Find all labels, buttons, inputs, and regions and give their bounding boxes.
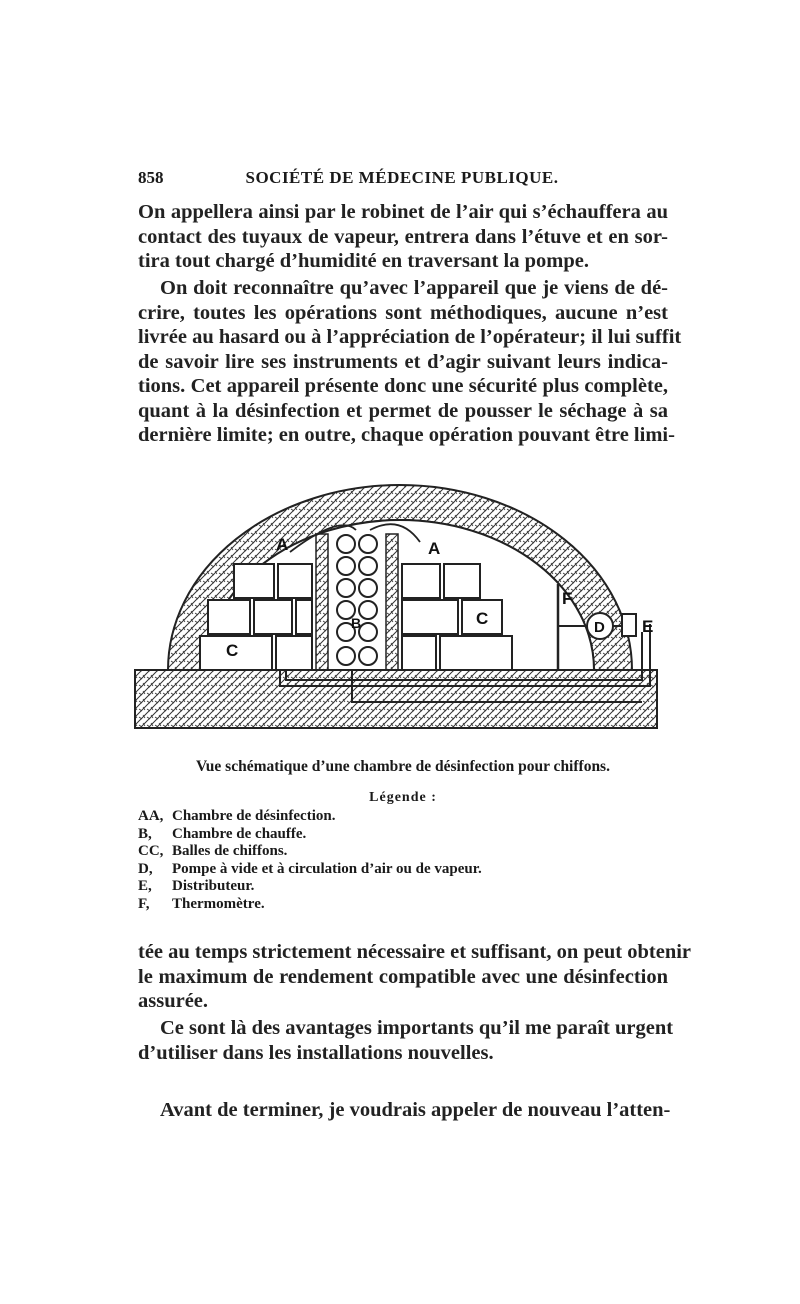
text-line: Ce sont là des avantages importants qu’il me paraît urgent [160, 1017, 674, 1039]
label-e: E [642, 617, 654, 636]
text-line: de savoir lire ses instruments et d’agir suivant leurs indica- [138, 350, 668, 373]
paragraph-4 [138, 1016, 674, 1065]
legend-key: AA, [138, 808, 164, 824]
label-f: F [562, 589, 573, 608]
text-line: d’utiliser dans les installations nouvelles. [138, 1041, 494, 1064]
disinfection-chamber-figure [130, 474, 670, 736]
label-a-right: A [428, 539, 441, 558]
legend-key: B, [138, 825, 152, 842]
paragraph-5 [138, 1098, 671, 1123]
legend [138, 808, 482, 913]
label-c-right: C [476, 609, 489, 628]
text-line: livrée au hasard ou à l’appréciation de l’opérateur; il lui suffit [138, 326, 682, 348]
text-line: tée au temps strictement nécessaire et suffisant, on peut obtenir [138, 941, 692, 963]
text-line: crire, toutes les opérations sont méthodiques, aucune n’est [138, 301, 668, 324]
text-line: le maximum de rendement compatible avec une désinfection [138, 965, 668, 988]
legend-item [138, 878, 482, 896]
heater-wall-right [386, 534, 398, 670]
ground-slab [135, 670, 657, 728]
text-line: On doit reconnaître qu’avec l’appareil que je viens de dé- [160, 277, 668, 299]
paragraph-1 [138, 200, 668, 274]
legend-item [138, 896, 482, 914]
distributor-e [622, 614, 636, 636]
figure-caption: Vue schématique d’une chambre de désinfection pour chiffons. [196, 758, 610, 775]
paragraph-2 [138, 276, 682, 448]
legend-key: E, [138, 878, 152, 894]
legend-text: Balles de chiffons. [172, 843, 288, 859]
text-line: tira tout chargé d’humidité en traversant la pompe. [138, 250, 589, 272]
legend-item [138, 826, 482, 844]
heater-wall-left [316, 534, 328, 670]
legend-item [138, 808, 482, 826]
running-header [138, 168, 666, 194]
legend-text: Thermomètre. [172, 895, 265, 912]
running-title: SOCIÉTÉ DE MÉDECINE PUBLIQUE. [245, 168, 559, 187]
legend-text: Distributeur. [172, 878, 255, 894]
text-line: dernière limite; en outre, chaque opération pouvant être limi- [138, 424, 675, 446]
label-b: B [351, 615, 362, 631]
label-a-left: A [276, 535, 289, 554]
label-c-left: C [226, 641, 239, 660]
legend-item [138, 843, 482, 861]
legend-title: Légende : [369, 790, 437, 805]
paragraph-3 [138, 940, 692, 1014]
label-d: D [594, 619, 605, 636]
legend-text: Chambre de désinfection. [172, 808, 336, 824]
legend-text: Chambre de chauffe. [172, 825, 307, 842]
text-line: quant à la désinfection et permet de pousser le séchage à sa [138, 399, 668, 422]
text-line: contact des tuyaux de vapeur, entrera dans l’étuve et en sor- [138, 225, 668, 248]
legend-text: Pompe à vide et à circulation d’air ou de vapeur. [172, 860, 482, 877]
text-line: tions. Cet appareil présente donc une sécurité plus complète, [138, 375, 668, 397]
legend-key: F, [138, 895, 150, 912]
legend-item [138, 861, 482, 879]
page-number: 858 [138, 168, 164, 187]
legend-key: CC, [138, 843, 164, 859]
text-line: Avant de terminer, je voudrais appeler de nouveau l’atten- [160, 1099, 671, 1121]
text-line: assurée. [138, 990, 209, 1012]
legend-key: D, [138, 860, 153, 877]
text-line: On appellera ainsi par le robinet de l’air qui s’échauffera au [138, 201, 668, 223]
